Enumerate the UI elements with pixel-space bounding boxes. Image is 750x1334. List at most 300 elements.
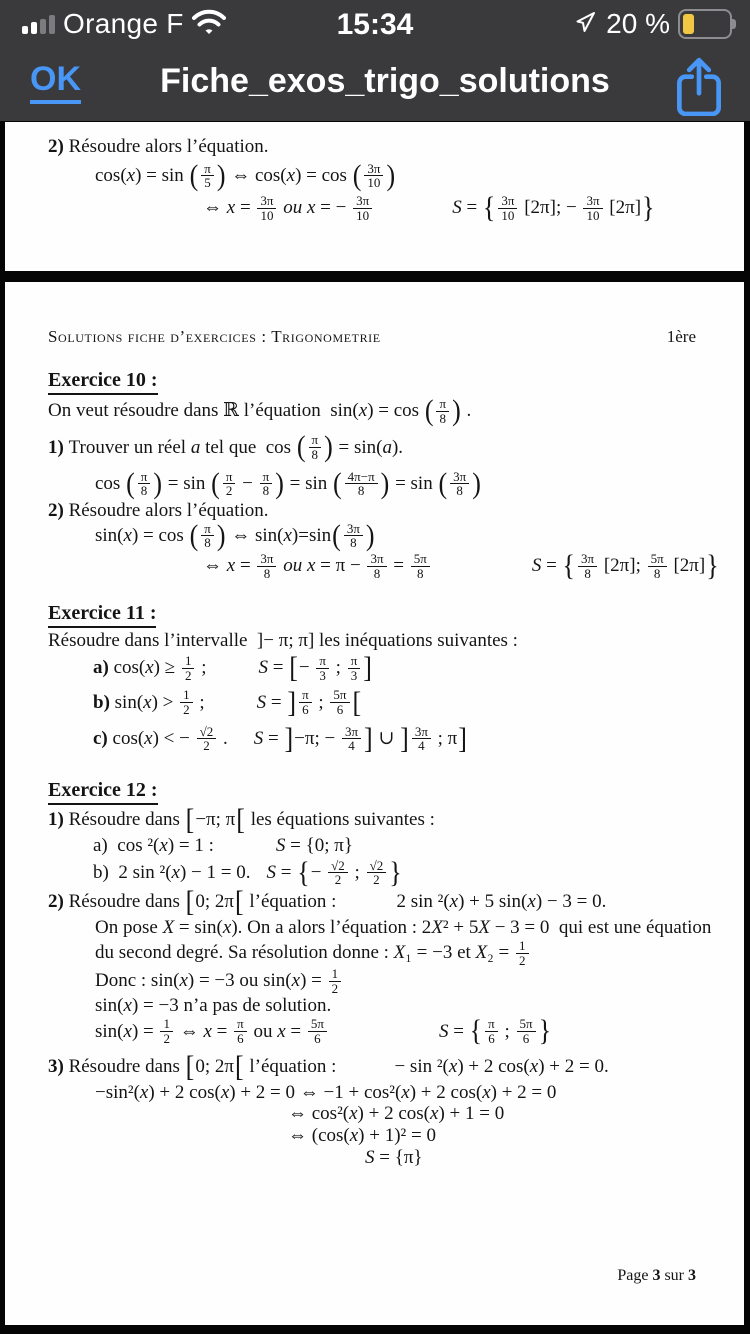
fraction: $\frac{3\pi}{10}$ (257, 194, 276, 222)
italic-text: x (139, 1081, 149, 1103)
math-text: Résoudre dans l’intervalle ]− π; π] les inéquations suivantes : (48, 630, 518, 652)
fraction: $\frac{\pi}{5}$ (201, 162, 214, 190)
ex12-q1a (93, 835, 744, 857)
math-text: = (211, 1020, 233, 1042)
status-right-group (574, 8, 732, 40)
math-text: ) + 1)² = 0 (358, 1125, 436, 1147)
ex11-heading (48, 602, 744, 628)
fraction: $\frac{3\pi}{4}$ (342, 725, 361, 753)
big-delimiter: ( (126, 466, 135, 500)
italic-text: x (448, 1055, 458, 1077)
math-text: ⇔ cos( (226, 165, 287, 187)
math-text: Résoudre alors l’équation. (68, 499, 269, 521)
ex10-q2 (48, 500, 744, 522)
bold-text: Exercice 12 : (48, 779, 158, 805)
italic-text: S (438, 1020, 449, 1042)
ex12-q3-eq1 (95, 1082, 744, 1104)
italic-text: X (393, 942, 406, 964)
math-text: [2π]; − (519, 197, 582, 219)
big-delimiter: ) (452, 394, 461, 427)
math-text: )=sin (291, 524, 332, 546)
italic-text: S (531, 555, 542, 577)
math-text: ) − 1 = 0. (179, 862, 251, 883)
fraction: $\frac{3\pi}{8}$ (367, 552, 386, 580)
big-delimiter: ) (386, 159, 396, 192)
math-text: . (218, 727, 228, 749)
bold-text: c) (93, 727, 113, 749)
fraction: $\frac{1}{2}$ (160, 1017, 173, 1045)
italic-text: x (126, 165, 136, 187)
big-delimiter: ) (365, 519, 375, 552)
ex10-q2-eq2 (203, 549, 744, 582)
math-text: = (263, 727, 284, 749)
spacer (374, 208, 452, 209)
page-content (5, 369, 744, 1169)
fraction: $\frac{\pi}{8}$ (436, 397, 449, 425)
math-text: ). On a alors l’équation : 2 (231, 917, 432, 939)
italic-text: S (258, 657, 268, 679)
math-text: = (235, 555, 256, 577)
grade-level-label: 1ère (666, 327, 696, 346)
math-text: ) = sin (135, 165, 189, 187)
italic-text: x (179, 970, 188, 992)
fraction: $\frac{\pi}{8}$ (201, 522, 214, 550)
math-text: = (448, 1020, 469, 1042)
battery-percent-label: 20 % (606, 8, 670, 39)
spacer (228, 738, 254, 739)
ex10-q1-eq (95, 466, 744, 500)
italic-text: S (275, 834, 286, 856)
fraction: $\frac{\pi}{8}$ (260, 470, 273, 498)
nav-bar (0, 50, 750, 121)
big-delimiter: ] (284, 721, 294, 755)
math-text: = − (315, 197, 352, 219)
math-text: − (237, 472, 258, 494)
big-delimiter: } (538, 1014, 552, 1048)
math-text: = π − (315, 555, 366, 577)
big-delimiter: ] (400, 721, 409, 755)
math-text: ; (196, 657, 207, 679)
ex10-q2-eq1 (95, 519, 744, 552)
math-text: ) + 5 sin( (458, 891, 528, 913)
ex12-q3-eq3 (288, 1125, 744, 1147)
bold-text: 2) (48, 891, 69, 913)
math-text: Résoudre alors l’équation. (68, 136, 269, 157)
math-text: Trouver un réel (68, 436, 191, 458)
pdf-page-3[interactable] (5, 282, 744, 1325)
big-delimiter: ) (275, 466, 284, 500)
fraction: $\frac{5\pi}{6}$ (517, 1017, 536, 1045)
math-text: cos (95, 472, 126, 494)
big-delimiter: ( (211, 466, 220, 500)
math-text: = sin (390, 472, 438, 494)
bold-text: 3 (652, 1267, 661, 1284)
big-delimiter: [ (236, 803, 245, 836)
pdf-page-fragment[interactable] (5, 122, 744, 271)
math-text: ) + 1 = 0 (438, 1103, 505, 1125)
document-header-title: Solutions fiche d’exercices : Trigonometrie (48, 327, 381, 346)
math-text: = (275, 862, 297, 883)
ex12-q2 (48, 885, 744, 918)
big-delimiter: ( (352, 159, 362, 192)
math-text: ⇔ (cos( (288, 1125, 350, 1147)
bold-text: 2) (48, 499, 69, 521)
fraction: $\frac{3\pi}{4}$ (412, 725, 431, 753)
math-text: a) cos ²( (93, 834, 160, 856)
ex12-q2-degre (95, 939, 744, 967)
p1-eq-1 (95, 159, 744, 192)
math-text: ) = −3 ou sin( (187, 970, 292, 992)
math-text: [2π]; (599, 555, 646, 577)
ex12-q3-sol (365, 1147, 744, 1169)
math-text: − (310, 862, 327, 883)
math-text: ⇔ (174, 1020, 204, 1042)
share-icon[interactable] (674, 56, 724, 116)
math-text: ² + 5 (442, 917, 479, 939)
spacer (432, 566, 532, 567)
italic-text: a (190, 436, 201, 458)
italic-text: a (382, 436, 392, 458)
ex12-q2-pose (95, 917, 744, 939)
math-text: = sin (163, 472, 211, 494)
fraction: $\frac{5\pi}{6}$ (330, 688, 349, 716)
big-delimiter: ( (189, 159, 199, 192)
big-delimiter: ( (438, 466, 448, 500)
math-text: ) + 2 cos( (357, 1103, 430, 1125)
italic-text: x (529, 1055, 539, 1077)
fraction: $\frac{3\pi}{10}$ (364, 162, 383, 190)
fraction: $\frac{1}{2}$ (329, 967, 342, 995)
math-text: b) 2 sin ²( (93, 862, 172, 883)
big-delimiter: ) (380, 466, 390, 500)
bold-text: 2) (48, 136, 69, 157)
big-delimiter: { (297, 856, 310, 889)
big-delimiter: ) (472, 466, 481, 500)
p1-eq-2 (203, 191, 744, 224)
math-text: Résoudre dans (68, 1055, 185, 1077)
big-delimiter: [ (234, 885, 244, 918)
big-delimiter: } (706, 549, 719, 582)
big-delimiter: { (482, 191, 496, 224)
math-text: ) = (300, 970, 327, 992)
big-delimiter: ) (216, 159, 226, 192)
italic-text: x (226, 555, 236, 577)
big-delimiter: ) (153, 466, 162, 500)
italic-text: x (123, 995, 132, 1017)
italic-text: ou x (283, 555, 316, 577)
math-text: ) + 2 = 0 ⇔ −1 + cos²( (229, 1081, 402, 1103)
ex12-q2-donc (95, 967, 744, 995)
big-delimiter: [ (185, 803, 195, 836)
italic-text: x (358, 400, 368, 422)
math-text: = (461, 197, 482, 219)
italic-text: x (349, 1125, 359, 1147)
fraction: $\frac{3\pi}{10}$ (498, 194, 517, 222)
spacer (336, 1066, 394, 1067)
big-delimiter: ] (364, 721, 373, 755)
location-arrow-icon (574, 10, 598, 39)
italic-text: x (123, 524, 132, 546)
math-text: ) = cos (367, 400, 424, 422)
ex11-c (93, 721, 744, 755)
math-text: = (285, 1020, 306, 1042)
big-delimiter: } (642, 191, 655, 224)
bold-text: Exercice 10 : (48, 369, 158, 395)
italic-text: x (482, 1081, 491, 1103)
math-text: = (541, 555, 562, 577)
math-text: Page (617, 1267, 653, 1284)
fraction: $\frac{3\pi}{10}$ (353, 194, 372, 222)
bold-text: 1) (48, 436, 69, 458)
fraction: $\frac{√2}{2}$ (367, 859, 387, 887)
fraction: $\frac{3\pi}{8}$ (257, 552, 276, 580)
ex10-intro (48, 394, 744, 427)
math-text: [2π] (668, 555, 706, 577)
italic-text: x (277, 1020, 286, 1042)
ex11-b (93, 685, 744, 719)
p1-line-resoudre (48, 136, 744, 158)
ex12-q3-eq2 (288, 1103, 744, 1125)
italic-text: X (478, 917, 490, 939)
math-text: ). (391, 436, 404, 458)
status-time: 15:34 (336, 8, 414, 41)
spacer (329, 1031, 439, 1032)
ex11-intro (48, 630, 744, 652)
math-text: ⇔ cos²( (288, 1103, 350, 1125)
math-text: On pose (95, 917, 163, 939)
ex12-q2-nosol (95, 995, 744, 1017)
ex12-q1b (93, 856, 744, 889)
fraction: $\frac{5\pi}{6}$ (308, 1017, 327, 1045)
math-text: ; (349, 862, 365, 883)
italic-text: x (171, 862, 180, 883)
math-text: ) + 2 cos( (148, 1081, 221, 1103)
spacer (250, 872, 266, 873)
bold-text: 3) (48, 1055, 69, 1077)
big-delimiter: ( (424, 394, 434, 427)
math-text: . (461, 400, 472, 422)
italic-text: S (256, 691, 267, 713)
italic-text: S (452, 197, 462, 219)
ex12-heading (48, 779, 744, 805)
top-chrome (0, 0, 750, 121)
status-bar (0, 0, 750, 50)
math-text: −sin²( (95, 1081, 140, 1103)
math-text: ) > (151, 691, 179, 713)
fraction: $\frac{\pi}{3}$ (348, 654, 361, 682)
math-text: = (388, 555, 409, 577)
math-text: du second degré. Sa résolution donne : (95, 942, 394, 964)
math-text: sin( (95, 1020, 124, 1042)
math-text: [2π] (604, 197, 642, 219)
document-title: Fiche_exos_trigo_solutions (160, 62, 610, 100)
math-text: ⇔ (203, 555, 227, 577)
big-delimiter: [ (185, 885, 195, 918)
math-text: Résoudre dans (68, 809, 185, 831)
fraction: $\frac{1}{2}$ (182, 654, 195, 682)
math-text: ) + 2 cos( (457, 1055, 530, 1077)
bold-text: 1) (48, 809, 69, 831)
ex12-q1 (48, 803, 744, 836)
math-text: sin( (95, 995, 124, 1017)
fraction: $\frac{3\pi}{8}$ (344, 522, 363, 550)
math-text: = sin( (174, 917, 223, 939)
math-text: = (235, 197, 256, 219)
ok-button[interactable]: OK (30, 60, 81, 104)
fraction: $\frac{5\pi}{8}$ (648, 552, 667, 580)
battery-icon (678, 9, 732, 39)
fraction: $\frac{5\pi}{8}$ (411, 552, 430, 580)
fraction: $\frac{\pi}{8}$ (309, 433, 322, 461)
italic-text: x (123, 1020, 132, 1042)
fraction: $\frac{\pi}{6}$ (299, 688, 312, 716)
italic-text: x (430, 1103, 439, 1125)
math-text: ) + 2 = 0 (490, 1081, 557, 1103)
bold-text: 3 (688, 1267, 696, 1284)
fraction: $\frac{4\pi-\pi}{8}$ (345, 470, 378, 498)
big-delimiter: [ (289, 651, 298, 684)
math-text: − (298, 657, 315, 679)
math-text: On veut résoudre dans ℝ l’équation sin( (48, 400, 359, 422)
math-text: ⇔ sin( (226, 524, 284, 546)
math-text: les équations suivantes : (245, 809, 435, 831)
italic-text: x (203, 1020, 212, 1042)
italic-text: x (286, 165, 296, 187)
math-text: 0; 2π (195, 891, 234, 913)
math-text: l’équation : (244, 1055, 337, 1077)
big-delimiter: { (469, 1014, 483, 1048)
italic-text: x (145, 657, 154, 679)
math-text: ) = (131, 1020, 159, 1042)
bold-text: a) (93, 657, 114, 679)
fraction: $\frac{\pi}{8}$ (138, 470, 151, 498)
document-header (48, 327, 696, 347)
bold-text: Exercice 11 : (48, 602, 156, 628)
math-text: ₁ = −3 et (405, 942, 476, 964)
spacer (214, 845, 276, 846)
italic-text: x (222, 917, 232, 939)
italic-text: x (283, 524, 292, 546)
math-text: = (266, 691, 287, 713)
page-number-label (617, 1267, 696, 1285)
big-delimiter: ) (216, 519, 226, 552)
italic-text: S (253, 727, 264, 749)
italic-text: X (475, 942, 488, 964)
ex11-a (93, 651, 744, 684)
math-text: cos( (113, 657, 146, 679)
math-text: ; π (432, 727, 458, 749)
math-text: = {0; π} (285, 834, 353, 856)
big-delimiter: ] (363, 651, 372, 684)
fraction: $\frac{3\pi}{8}$ (450, 470, 469, 498)
fraction: $\frac{\pi}{6}$ (234, 1017, 247, 1045)
math-text: l’équation : (244, 891, 337, 913)
big-delimiter: [ (234, 1049, 244, 1083)
fraction: $\frac{3\pi}{10}$ (583, 194, 602, 222)
big-delimiter: ] (287, 685, 297, 719)
big-delimiter: { (562, 549, 576, 582)
ex12-q3 (48, 1049, 744, 1083)
italic-text: x (291, 970, 301, 992)
math-text: sur (660, 1267, 688, 1284)
math-text: Donc : sin( (95, 970, 180, 992)
math-text: 2 sin ²( (396, 891, 450, 913)
math-text: ) + 2 cos( (409, 1081, 483, 1103)
math-text: ; (499, 1020, 515, 1042)
italic-text: X (162, 917, 175, 939)
math-text: ) = 1 : (167, 834, 214, 856)
big-delimiter: ( (333, 466, 342, 500)
fraction: $\frac{√2}{2}$ (197, 725, 217, 753)
math-text: ) = cos (131, 524, 189, 546)
math-text: ) = cos (295, 165, 352, 187)
math-text: Résoudre dans (68, 891, 185, 913)
math-text: tel que cos (200, 436, 296, 458)
math-text: 0; 2π (195, 1055, 234, 1077)
math-text: ₂ = (487, 942, 514, 964)
fraction: $\frac{3\pi}{8}$ (578, 552, 597, 580)
fraction: $\frac{1}{2}$ (180, 688, 193, 716)
page-fragment-content (5, 136, 744, 222)
math-text: ) + 2 = 0. (538, 1055, 609, 1077)
fraction: $\frac{\pi}{3}$ (316, 654, 329, 682)
italic-text: S (266, 862, 276, 883)
big-delimiter: ( (296, 430, 306, 464)
math-text: ou (248, 1020, 278, 1042)
spacer (336, 902, 396, 903)
math-text: ⇔ (203, 197, 227, 219)
italic-text: x (143, 691, 152, 713)
fraction: $\frac{\pi}{2}$ (223, 470, 236, 498)
italic-text: x (401, 1081, 410, 1103)
big-delimiter: } (389, 856, 402, 889)
spacer (205, 702, 257, 703)
italic-text: x (449, 891, 459, 913)
italic-text: x (220, 1081, 230, 1103)
math-text: cos( (112, 727, 145, 749)
math-text: −π; − (294, 727, 340, 749)
math-text: ) − 3 = 0. (535, 891, 607, 913)
fraction: $\frac{\pi}{6}$ (485, 1017, 498, 1045)
carrier-label: Orange F (63, 8, 184, 39)
fraction: $\frac{√2}{2}$ (328, 859, 348, 887)
italic-text: x (144, 727, 153, 749)
italic-text: x (349, 1103, 358, 1125)
big-delimiter: ) (324, 430, 333, 464)
math-text: ; (194, 691, 205, 713)
big-delimiter: [ (352, 685, 362, 719)
math-text: cos( (95, 165, 127, 187)
math-text: − sin ²( (394, 1055, 449, 1077)
math-text: ; (313, 691, 329, 713)
math-text: −π; π (195, 809, 236, 831)
math-text: ∪ (373, 727, 400, 749)
big-delimiter: ( (332, 519, 341, 552)
italic-text: X (431, 917, 443, 939)
big-delimiter: [ (185, 1049, 195, 1083)
math-text: ) ≥ (153, 657, 180, 679)
math-text: = {π} (374, 1147, 423, 1169)
ex10-q1 (48, 430, 744, 464)
big-delimiter: ] (458, 721, 467, 755)
math-text: sin( (95, 524, 124, 546)
bold-text: b) (93, 691, 115, 713)
italic-text: x (226, 197, 236, 219)
math-text: ) < − (152, 727, 195, 749)
math-text: = sin (284, 472, 332, 494)
italic-text: x (159, 834, 168, 856)
math-text: sin( (114, 691, 144, 713)
